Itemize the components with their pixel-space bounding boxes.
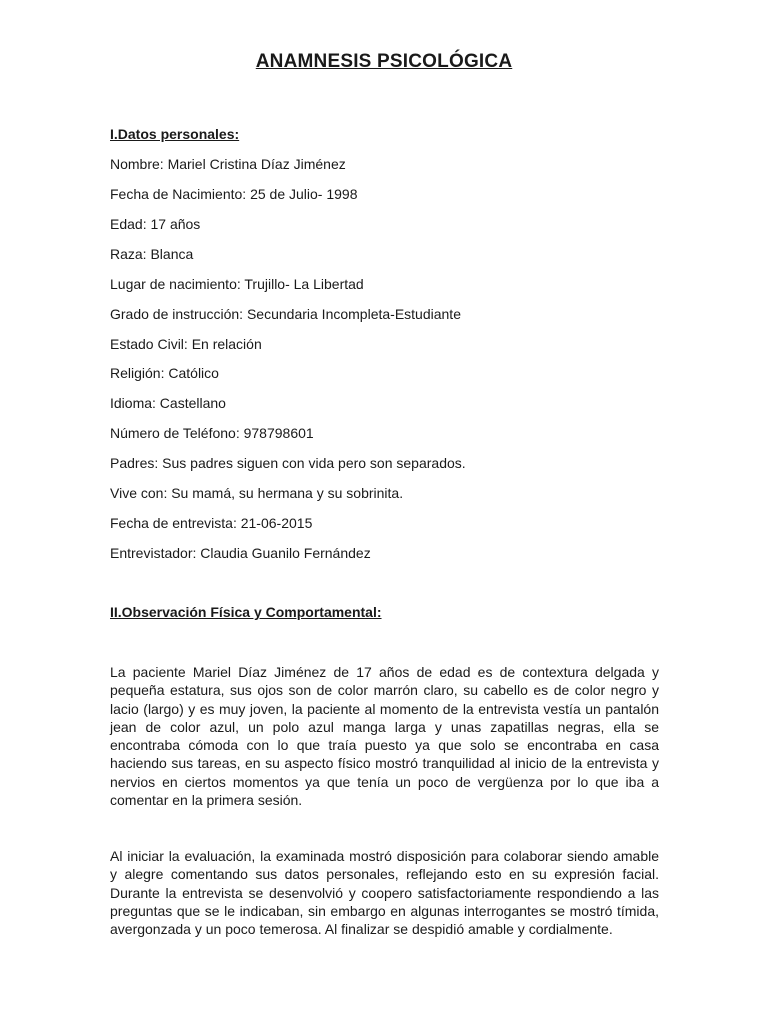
- field-telefono: Número de Teléfono: 978798601: [110, 425, 314, 441]
- paragraph-observacion-fisica: La paciente Mariel Díaz Jiménez de 17 años de edad es de contextura delgada y pequeña estatura, sus ojos son de color marrón claro, su cabello es de color negro y lacio (largo) y es muy joven, la paciente al momento de la entrevista vestía un pantalón jean de color azul, un polo azul manga larga y unas zapatillas negras, ella se encontraba cómoda con lo que traía puesto ya que solo se encontraba en casa haciendo sus tareas, en su aspecto físico mostró tranquilidad al inicio de la entrevista y nervios en ciertos momentos ya que tenía un poco de vergüenza por lo que iba a comentar en la primera sesión.: [110, 664, 659, 809]
- field-entrevistador: Entrevistador: Claudia Guanilo Fernández: [110, 545, 371, 561]
- field-fecha-entrevista: Fecha de entrevista: 21-06-2015: [110, 515, 313, 531]
- document-title: ANAMNESIS PSICOLÓGICA: [255, 51, 513, 72]
- field-fecha-nacimiento: Fecha de Nacimiento: 25 de Julio- 1998: [110, 186, 358, 202]
- section-heading-observacion: II.Observación Física y Comportamental:: [110, 604, 382, 620]
- section-heading-datos-personales: I.Datos personales:: [110, 126, 240, 142]
- field-raza: Raza: Blanca: [110, 246, 194, 262]
- field-grado-instruccion: Grado de instrucción: Secundaria Incompleta-Estudiante: [110, 306, 461, 322]
- field-estado-civil: Estado Civil: En relación: [110, 336, 262, 352]
- field-vive-con: Vive con: Su mamá, su hermana y su sobrinita.: [110, 485, 404, 501]
- field-edad: Edad: 17 años: [110, 216, 201, 232]
- field-religion: Religión: Católico: [110, 365, 219, 381]
- field-idioma: Idioma: Castellano: [110, 395, 226, 411]
- field-nombre: Nombre: Mariel Cristina Díaz Jiménez: [110, 156, 346, 172]
- field-padres: Padres: Sus padres siguen con vida pero son separados.: [110, 455, 466, 471]
- paragraph-comportamiento: Al iniciar la evaluación, la examinada mostró disposición para colaborar siendo amable y alegre comentando sus datos personales, reflejando esto en su expresión facial. Durante la entrevista se desenvolvió y coopero satisfactoriamente respondiendo a las preguntas que se le indicaban, sin embargo en algunas interrogantes se mostró tímida, avergonzada y un poco temerosa. Al finalizar se despidió amable y cordialmente.: [110, 848, 659, 938]
- field-lugar-nacimiento: Lugar de nacimiento: Trujillo- La Libertad: [110, 276, 364, 292]
